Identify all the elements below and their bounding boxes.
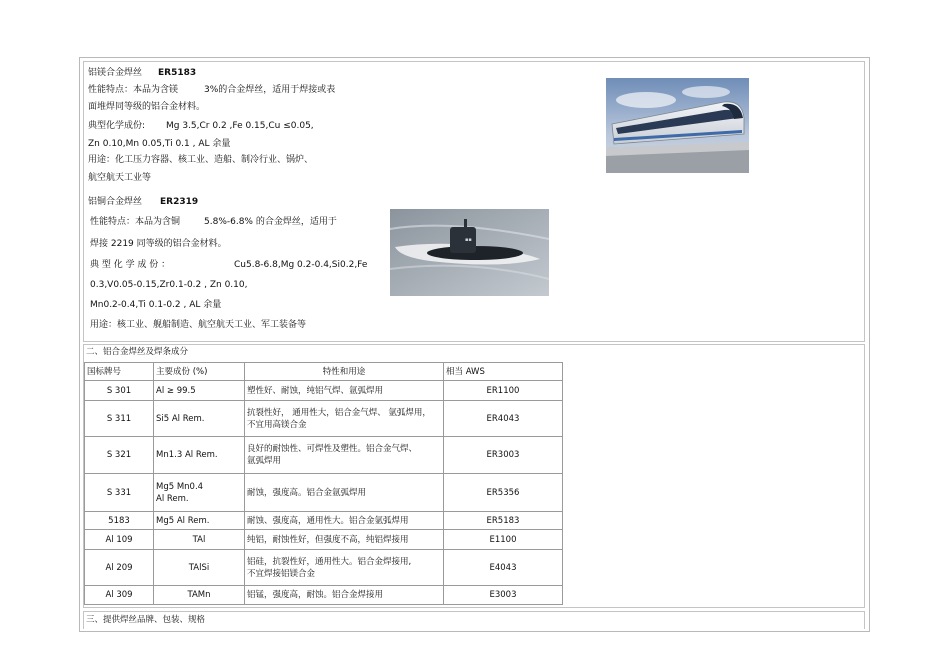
table-row bbox=[85, 437, 563, 474]
row-aws: ER5183 bbox=[444, 512, 563, 530]
composition-table bbox=[84, 362, 563, 605]
row-composition-line: Al Rem. bbox=[156, 493, 189, 504]
alloy2-perf-label: 性能特点：本品为含铜 bbox=[90, 217, 181, 227]
row-aws: E1100 bbox=[444, 530, 563, 550]
table-row bbox=[85, 401, 563, 437]
alloy1-grade: ER5183 bbox=[158, 68, 197, 78]
table-row bbox=[85, 474, 563, 512]
row-aws: ER4043 bbox=[444, 401, 563, 437]
row-code: Al 109 bbox=[85, 530, 154, 550]
header-code: 国标牌号 bbox=[85, 363, 154, 381]
table-header-row bbox=[85, 363, 563, 381]
row-code: Al 309 bbox=[85, 586, 154, 605]
row-use-line: 良好的耐蚀性、可焊性及塑性。铝合金气焊、 bbox=[247, 444, 418, 454]
alloy1-perf-line2: 面堆焊同等级的铝合金材料。 bbox=[88, 102, 206, 112]
header-composition: 主要成份 (%) bbox=[154, 363, 245, 381]
header-use: 特性和用途 bbox=[245, 363, 444, 381]
alloy2-perf-value: 5.8%-6.8% 的合金焊丝，适用于 bbox=[204, 217, 337, 227]
row-aws: ER1100 bbox=[444, 381, 563, 401]
svg-text:▪▪: ▪▪ bbox=[465, 237, 472, 243]
monorail-train-photo bbox=[606, 78, 749, 173]
alloy2-name: 铝铜合金焊丝 bbox=[88, 197, 143, 207]
row-composition: Al ≥ 99.5 bbox=[154, 381, 245, 401]
row-aws: E3003 bbox=[444, 586, 563, 605]
row-composition: TAlSi bbox=[154, 550, 245, 586]
row-use-line: 铝硅，抗裂性好，通用性大。铝合金焊接用, bbox=[247, 556, 412, 567]
alloy2-chem-line1: Cu5.8-6.8,Mg 0.2-0.4,Si0.2,Fe bbox=[234, 260, 368, 270]
row-composition: Mg5 Al Rem. bbox=[154, 512, 245, 530]
row-use bbox=[245, 401, 444, 437]
alloy1-perf-value: 3%的合金焊丝，适用于焊接或表 bbox=[204, 85, 336, 95]
alloy1-chem-line1: Mg 3.5,Cr 0.2 ,Fe 0.15,Cu ≤0.05, bbox=[166, 121, 314, 131]
alloy1-chem-line2: Zn 0.10,Mn 0.05,Ti 0.1 , AL 余量 bbox=[88, 139, 231, 149]
row-code: S 301 bbox=[85, 381, 154, 401]
row-use: 铝锰，强度高，耐蚀。铝合金焊接用 bbox=[245, 586, 444, 605]
row-use: 纯铝，耐蚀性好，但强度不高，纯铝焊接用 bbox=[245, 530, 444, 550]
alloy2-chem-line2: 0.3,V0.05-0.15,Zr0.1-0.2 , Zn 0.10, bbox=[90, 280, 248, 290]
table-row bbox=[85, 586, 563, 605]
header-aws: 相当 AWS bbox=[444, 363, 563, 381]
row-use-line: 不宜焊接铝镁合金 bbox=[247, 568, 316, 579]
row-use-line: 氩弧焊用 bbox=[247, 456, 282, 466]
row-use: 耐蚀、强度高，通用性大。铝合金氩弧焊用 bbox=[245, 512, 444, 530]
alloy2-chem-line3: Mn0.2-0.4,Ti 0.1-0.2 , AL 余量 bbox=[90, 300, 222, 310]
table-row bbox=[85, 550, 563, 586]
row-use bbox=[245, 437, 444, 474]
row-use bbox=[245, 550, 444, 586]
row-composition bbox=[154, 474, 245, 512]
row-composition: TAl bbox=[154, 530, 245, 550]
row-use: 塑性好、耐蚀，纯铝气焊、氩弧焊用 bbox=[245, 381, 444, 401]
table-row bbox=[85, 530, 563, 550]
table-row bbox=[85, 381, 563, 401]
alloy2-use-line: 用途：核工业、舰船制造、航空航天工业、军工装备等 bbox=[90, 320, 307, 330]
row-use-line: 不宜用高镁合金 bbox=[247, 419, 307, 430]
row-use: 耐蚀，强度高。铝合金氩弧焊用 bbox=[245, 474, 444, 512]
row-code: 5183 bbox=[85, 512, 154, 530]
alloy1-name: 铝镁合金焊丝 bbox=[88, 68, 143, 78]
row-aws: ER5356 bbox=[444, 474, 563, 512]
alloy2-perf-line2: 焊接 2219 同等级的铝合金材料。 bbox=[90, 239, 227, 249]
row-composition: TAMn bbox=[154, 586, 245, 605]
row-code: S 321 bbox=[85, 437, 154, 474]
section2-title: 二、铝合金焊丝及焊条成分 bbox=[86, 347, 189, 357]
row-composition-line: Mg5 Mn0.4 bbox=[156, 481, 204, 492]
row-aws: ER3003 bbox=[444, 437, 563, 474]
alloy1-chem-label: 典型化学成份: bbox=[88, 121, 146, 131]
row-use-line: 抗裂性好， 通用性大，铝合金气焊、 氩弧焊用， bbox=[247, 407, 431, 418]
section3-title: 三、提供焊丝品牌、包装、规格 bbox=[86, 615, 206, 625]
row-composition: Mn1.3 Al Rem. bbox=[154, 437, 245, 474]
alloy2-grade: ER2319 bbox=[160, 197, 199, 207]
row-code: S 311 bbox=[85, 401, 154, 437]
alloy1-use-line1: 用途：化工压力容器、核工业、造船、制冷行业、锅炉、 bbox=[88, 155, 314, 165]
alloy1-perf-label: 性能特点：本品为含镁 bbox=[88, 85, 179, 95]
row-code: S 331 bbox=[85, 474, 154, 512]
row-composition: Si5 Al Rem. bbox=[154, 401, 245, 437]
table-row bbox=[85, 512, 563, 530]
submarine-photo bbox=[390, 209, 549, 296]
row-code: Al 209 bbox=[85, 550, 154, 586]
alloy1-use-line2: 航空航天工业等 bbox=[88, 173, 152, 183]
alloy2-chem-label: 典 型 化 学 成 份 ： bbox=[90, 260, 171, 270]
row-aws: E4043 bbox=[444, 550, 563, 586]
